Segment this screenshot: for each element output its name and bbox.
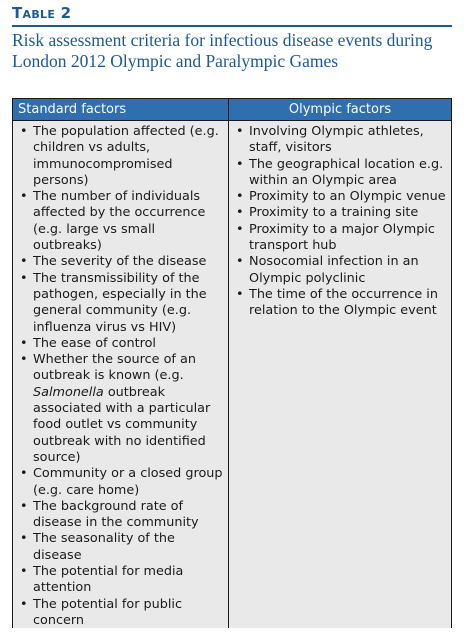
list-item: • Nosocomial infection in an Olympic polyclinic xyxy=(229,254,451,287)
list-item: • The population affected (e.g. children vs adults, immunocompromised persons) xyxy=(13,124,228,189)
olympic-factors-list xyxy=(229,124,451,320)
list-item xyxy=(13,352,228,466)
list-item: • The ease of control xyxy=(13,336,228,352)
list-item: • Proximity to a training site xyxy=(229,205,451,221)
list-item: • The background rate of disease in the community xyxy=(13,499,228,532)
list-item: • The geographical location e.g. within an Olympic area xyxy=(229,157,451,190)
standard-factors-list xyxy=(13,124,228,629)
list-item: • The transmissibility of the pathogen, especially in the general community (e.g. influenza virus vs HIV) xyxy=(13,271,228,336)
risk-assessment-table xyxy=(12,98,452,628)
organism-name: Salmonella xyxy=(33,384,104,400)
list-item: • The severity of the disease xyxy=(13,254,228,270)
list-item: • Proximity to an Olympic venue xyxy=(229,189,451,205)
table-header-row xyxy=(13,99,451,121)
standard-factors-column xyxy=(13,121,229,628)
list-item: • The seasonality of the disease xyxy=(13,531,228,564)
list-item: • The potential for media attention xyxy=(13,564,228,597)
list-item: • Proximity to a major Olympic transport hub xyxy=(229,222,451,255)
table-body-row xyxy=(13,121,451,628)
list-item: • Involving Olympic athletes, staff, visitors xyxy=(229,124,451,157)
header-standard-factors: Standard factors xyxy=(13,99,229,120)
list-item-text: Whether the source of an outbreak is known (e.g. xyxy=(33,352,196,384)
list-item: • The time of the occurrence in relation to the Olympic event xyxy=(229,287,451,320)
list-item: • The potential for public concern xyxy=(13,597,228,630)
header-olympic-factors: Olympic factors xyxy=(288,102,392,117)
table-caption: Risk assessment criteria for infectious disease events during London 2012 Olympic and Paralympic Games xyxy=(12,30,433,71)
list-item: • Community or a closed group (e.g. care home) xyxy=(13,466,228,499)
olympic-factors-column xyxy=(229,121,451,628)
table-label: Table 2 xyxy=(12,4,452,27)
list-item-text: outbreak associated with a particular food outlet vs community outbreak with no identified source) xyxy=(33,384,211,465)
list-item: • The number of individuals affected by the occurrence (e.g. large vs small outbreaks) xyxy=(13,189,228,254)
